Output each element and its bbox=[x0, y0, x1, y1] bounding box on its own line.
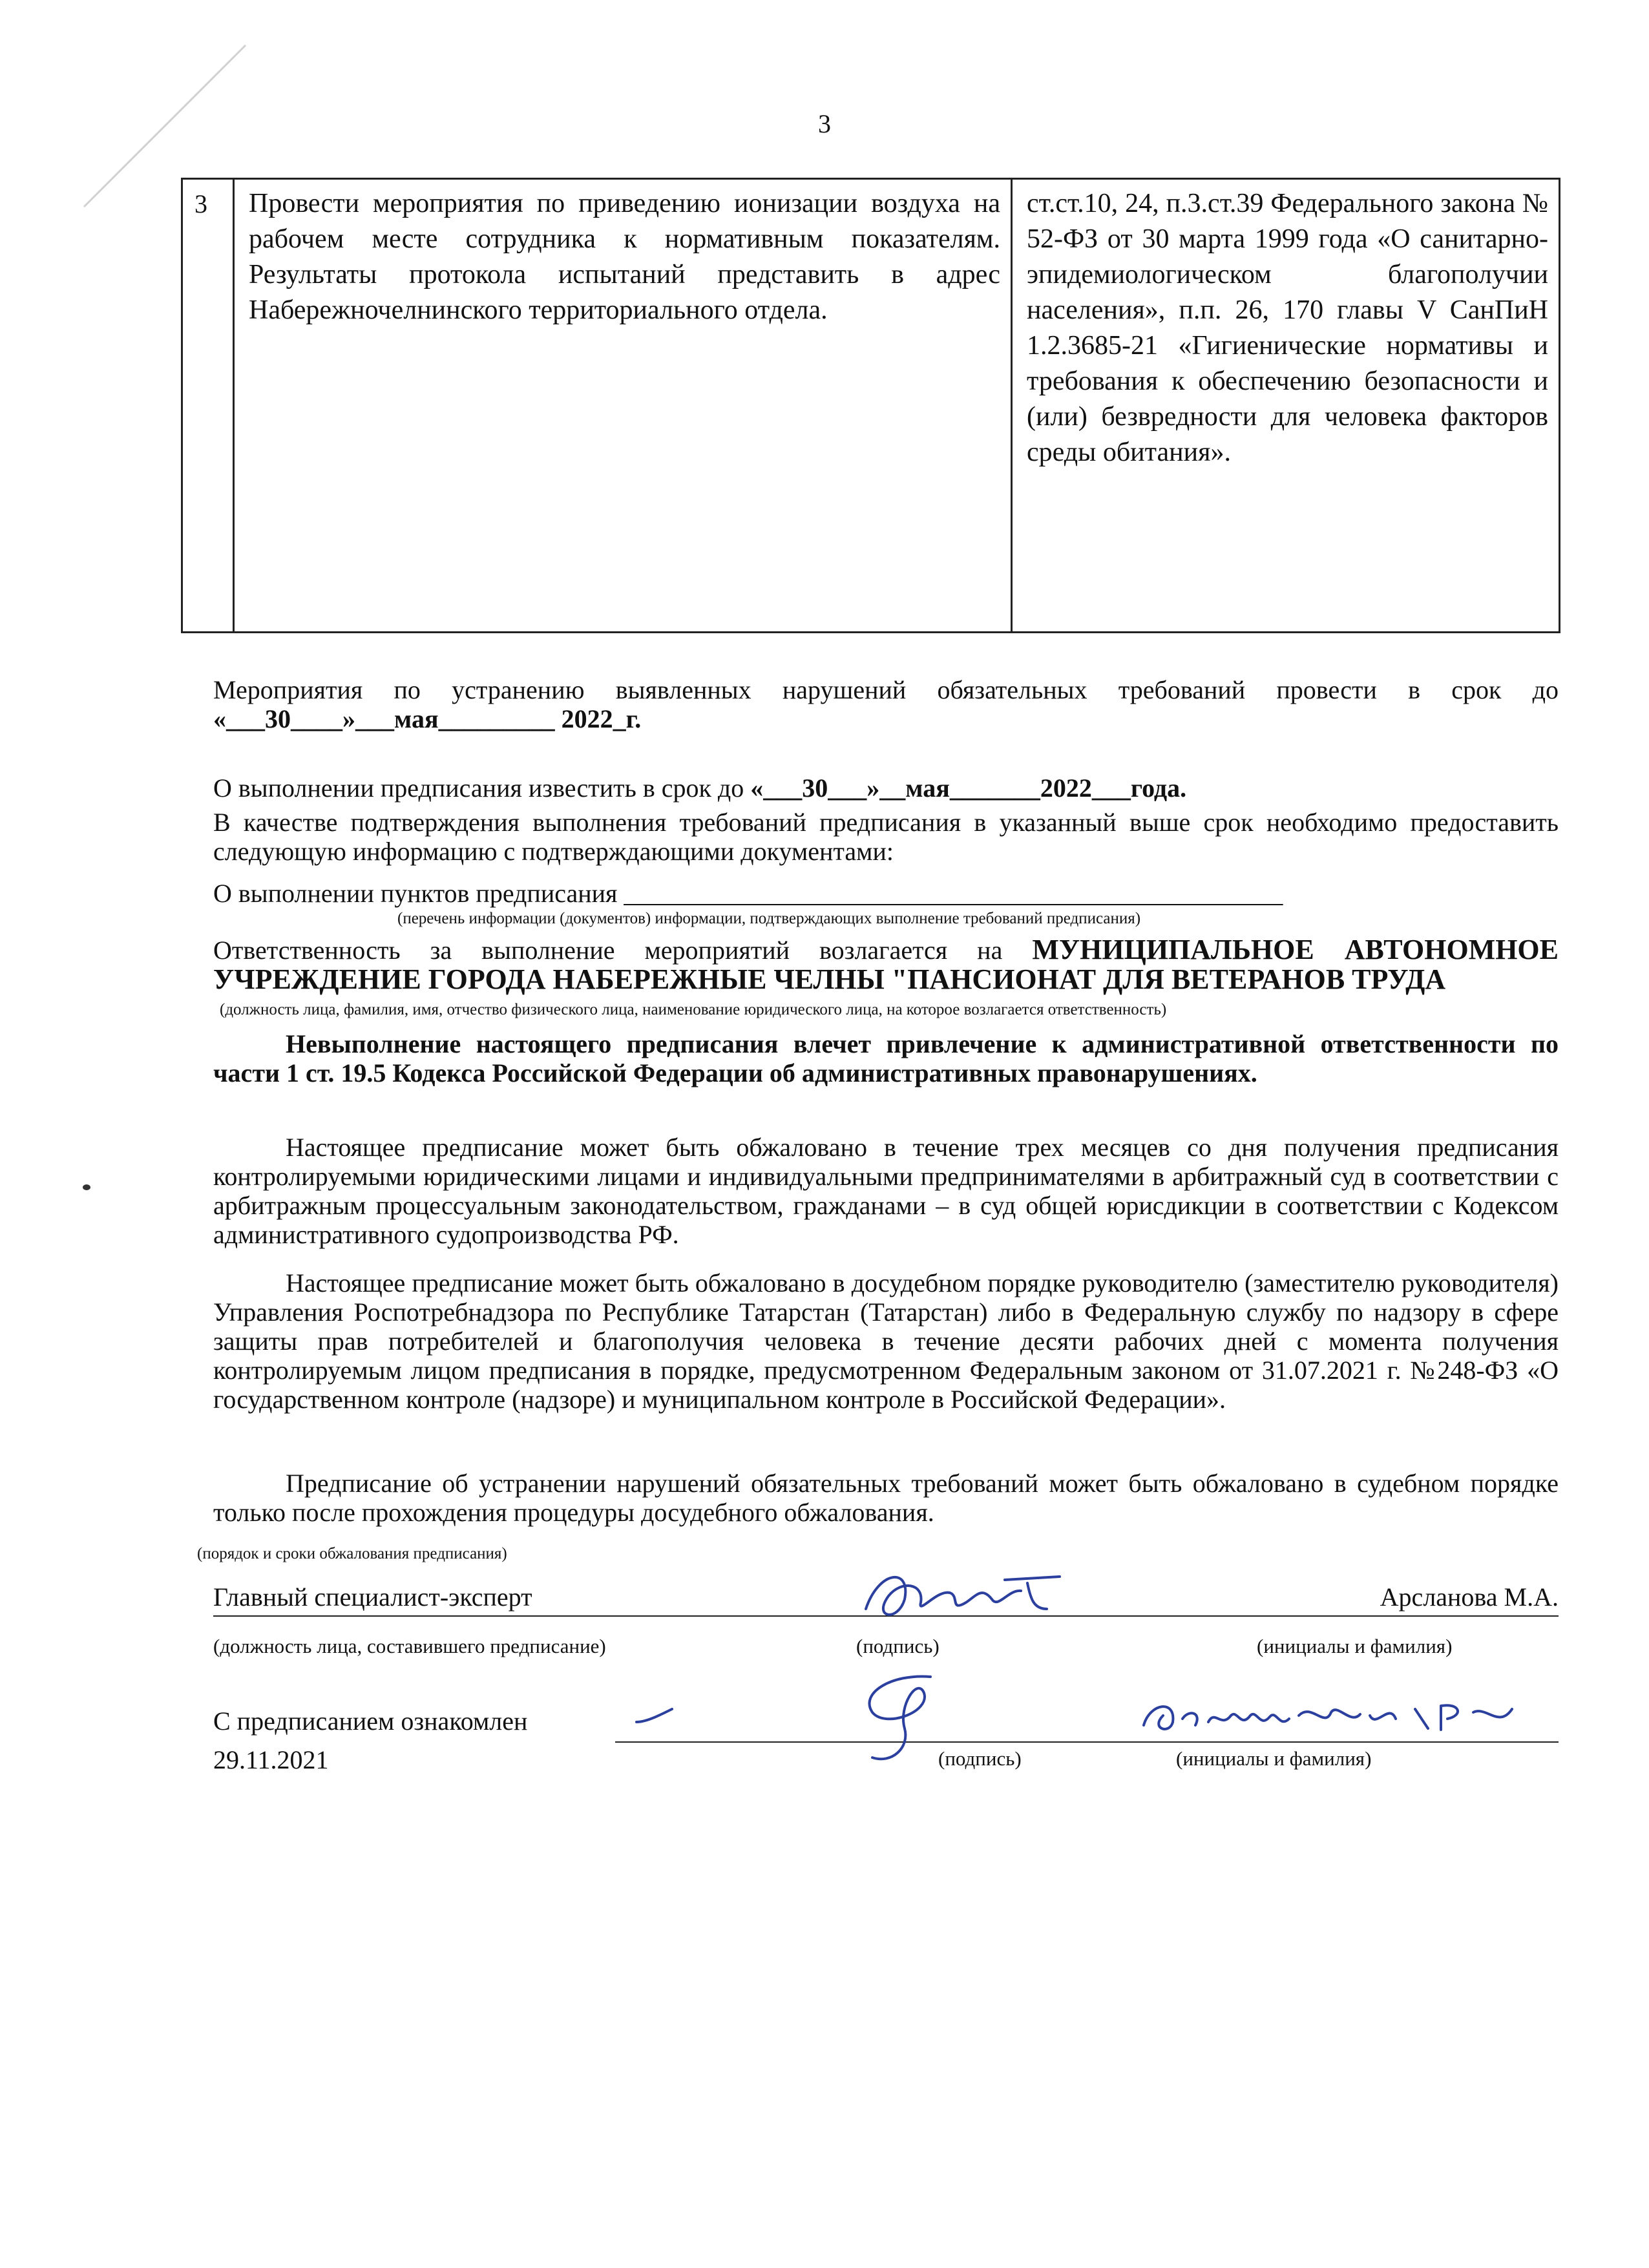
requirements-table bbox=[181, 178, 1560, 633]
liability-paragraph: Невыполнение настоящего предписания влечет привлечение к административной ответственности по части 1 ст. 19.5 Кодекса Российской Федерации об административных правонарушениях. bbox=[213, 1029, 1559, 1087]
acknowledged-label: С предписанием ознакомлен bbox=[213, 1706, 528, 1736]
acknowledged-signature-caption: (подпись) bbox=[938, 1747, 1022, 1770]
issuer-name: Арсланова М.А. bbox=[1380, 1582, 1559, 1612]
acknowledged-underline bbox=[615, 1741, 1559, 1743]
acknowledged-signature-icon bbox=[834, 1667, 976, 1770]
acknowledged-date: 29.11.2021 bbox=[213, 1745, 329, 1774]
row-number: 3 bbox=[182, 179, 234, 633]
responsible-organization: МУНИЦИПАЛЬНОЕ АВТОНОМНОЕ УЧРЕЖДЕНИЕ ГОРОДА НАБЕРЕЖНЫЕ ЧЕЛНЫ "ПАНСИОНАТ ДЛЯ ВЕТЕРАНОВ ТРУДА bbox=[213, 934, 1559, 995]
check-mark-icon bbox=[633, 1699, 685, 1732]
appeal-order-paragraph: Предписание об устранении нарушений обязательных требований может быть обжаловано в судебном порядке только после прохождения процедуры досудебного обжалования. bbox=[213, 1469, 1559, 1527]
deadline-date: «___30____»___мая_________ 2022_г. bbox=[213, 704, 642, 733]
confirm-paragraph: В качестве подтверждения выполнения требований предписания в указанный выше срок необходимо предоставить следующую информацию с подтверждающими документами: bbox=[213, 808, 1559, 866]
notify-date: «___30___»__мая_______2022___года. bbox=[750, 773, 1187, 803]
appeal-court-paragraph: Настоящее предписание может быть обжаловано в течение трех месяцев со дня получения предписания контролируемыми юридическими лицами и индивидуальными предпринимателями в арбитражный суд в соответствии с арбитражным процессуальным законодательством, гражданами – в суд общей юрисдикции в соответствии с Кодексом административного судопроизводства РФ. bbox=[213, 1133, 1559, 1249]
acknowledged-name-caption: (инициалы и фамилия) bbox=[1176, 1747, 1372, 1770]
row-legal-basis: ст.ст.10, 24, п.3.ст.39 Федерального закона № 52-ФЗ от 30 марта 1999 года «О санитарно-эпидемиологическом благополучии населения», п.п. 26, 170 главы V СанПиН 1.2.3685-21 «Гигиенические нормативы и требования к обеспечению безопасности и (или) безвредности для человека факторов среды обитания». bbox=[1012, 179, 1560, 633]
issuer-name-caption: (инициалы и фамилия) bbox=[1257, 1635, 1453, 1657]
issuer-position: Главный специалист-эксперт bbox=[213, 1582, 532, 1612]
responsibility-paragraph bbox=[213, 935, 1559, 994]
table-row bbox=[182, 179, 1560, 633]
handwritten-name-icon bbox=[1137, 1690, 1538, 1741]
deadline-paragraph bbox=[213, 675, 1559, 733]
scan-streak-icon bbox=[71, 26, 265, 220]
issuer-position-caption: (должность лица, составившего предписание) bbox=[213, 1635, 606, 1657]
issuer-signature-icon bbox=[853, 1564, 1073, 1635]
info-caption: (перечень информации (документов) информации, подтверждающих выполнение требований предписания) bbox=[397, 910, 1141, 927]
info-line: О выполнении пунктов предписания ___________________________________________________ bbox=[213, 879, 1283, 908]
appeal-pretrial-paragraph: Настоящее предписание может быть обжаловано в досудебном порядке руководителю (заместителю руководителя) Управления Роспотребнадзора по Республике Татарстан (Татарстан) либо в Федеральную службу по надзору в сфере защиты прав потребителей и благополучия человека в течение десяти рабочих дней с момента получения контролируемым лицом предписания в порядке, предусмотренном Федеральным законом от 31.07.2021 г. №248-ФЗ «О государственном контроле (надзоре) и муниципальном контроле в Российской Федерации». bbox=[213, 1268, 1559, 1414]
responsibility-caption: (должность лица, фамилия, имя, отчество физического лица, наименование юридического лица, на которое возлагается ответственность) bbox=[220, 1001, 1167, 1018]
scan-speck bbox=[83, 1184, 90, 1190]
notify-text: О выполнении предписания известить в срок до bbox=[213, 773, 744, 803]
notify-line bbox=[213, 773, 1559, 803]
appeal-caption: (порядок и сроки обжалования предписания) bbox=[197, 1545, 507, 1562]
issuer-signature-caption: (подпись) bbox=[856, 1635, 940, 1657]
row-measure: Провести мероприятия по приведению ионизации воздуха на рабочем месте сотрудника к нормативным показателям. Результаты протокола испытаний представить в адрес Набережночелнинского территориального отдела. bbox=[234, 179, 1012, 633]
deadline-text: Мероприятия по устранению выявленных нарушений обязательных требований провести в срок до bbox=[213, 675, 1559, 704]
responsibility-text: Ответственность за выполнение мероприятий возлагается на bbox=[213, 936, 1003, 965]
page-number: 3 bbox=[818, 109, 831, 138]
